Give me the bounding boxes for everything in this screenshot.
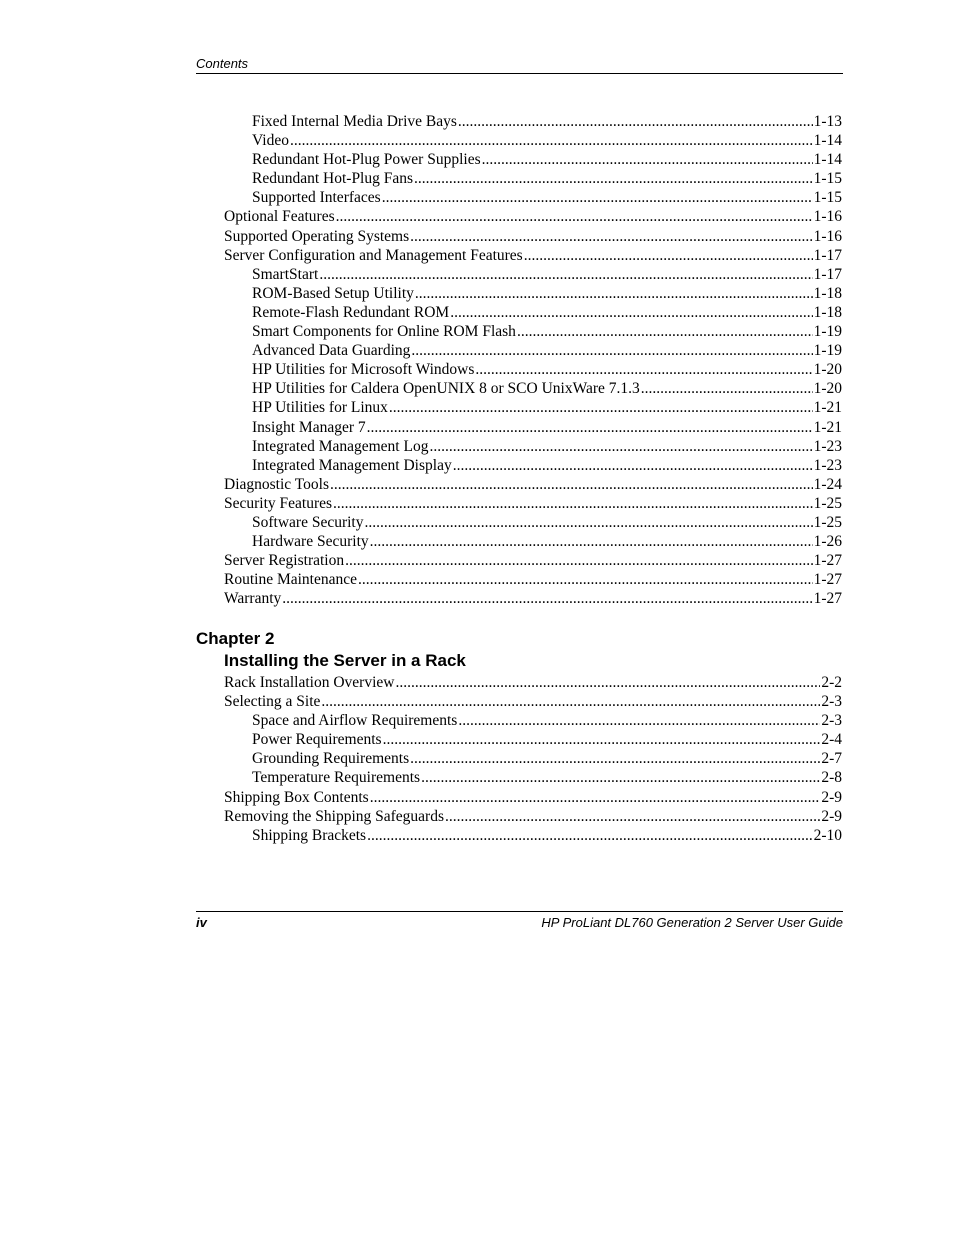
- toc-entry-title: SmartStart: [252, 265, 319, 283]
- toc-entry-page: 1-26: [813, 533, 842, 551]
- toc-entry-title: Removing the Shipping Safeguards: [224, 807, 444, 825]
- toc-entry[interactable]: [196, 398, 842, 417]
- toc-entry[interactable]: [196, 788, 842, 807]
- dot-leader: [321, 692, 820, 711]
- toc-entry[interactable]: [196, 227, 842, 246]
- toc-entry[interactable]: [196, 570, 842, 589]
- toc-entry-title: Smart Components for Online ROM Flash: [252, 323, 516, 341]
- toc-entry[interactable]: [196, 379, 842, 398]
- toc-entry-title: Diagnostic Tools: [224, 475, 329, 493]
- toc-entry-page: 2-2: [821, 674, 842, 691]
- toc-entry[interactable]: [196, 673, 842, 692]
- dot-leader: [370, 788, 821, 807]
- toc-entry-title: Routine Maintenance: [224, 571, 357, 589]
- toc-entry-title: HP Utilities for Linux: [252, 399, 388, 417]
- dot-leader: [395, 673, 820, 692]
- toc-entry-title: HP Utilities for Caldera OpenUNIX 8 or SCO UnixWare 7.1.3: [252, 380, 640, 398]
- dot-leader: [370, 532, 813, 551]
- dot-leader: [333, 494, 813, 513]
- toc-entry-title: Advanced Data Guarding: [252, 342, 411, 360]
- toc-entry-title: Temperature Requirements: [252, 769, 421, 787]
- toc-entry-page: 1-17: [813, 246, 842, 264]
- toc-entry-title: Grounding Requirements: [252, 750, 410, 768]
- toc-entry[interactable]: [196, 265, 842, 284]
- dot-leader: [290, 131, 813, 150]
- toc-entry-title: Video: [252, 132, 289, 150]
- toc-entry[interactable]: [196, 807, 842, 826]
- dot-leader: [517, 322, 813, 341]
- dot-leader: [524, 246, 813, 265]
- dot-leader: [415, 284, 813, 303]
- toc-entry-page: 1-15: [813, 170, 842, 188]
- toc-entry-page: 1-13: [813, 113, 842, 130]
- toc-entry[interactable]: [196, 749, 842, 768]
- dot-leader: [345, 551, 812, 570]
- toc-entry[interactable]: [196, 150, 842, 169]
- toc-entry-page: 2-10: [813, 826, 842, 844]
- toc-entry[interactable]: [196, 475, 842, 494]
- toc-entry[interactable]: [196, 284, 842, 303]
- toc-entry-title: Software Security: [252, 513, 364, 531]
- toc-entry-page: 1-21: [813, 418, 842, 436]
- toc-entry-page: 1-15: [813, 189, 842, 207]
- dot-leader: [282, 589, 812, 608]
- dot-leader: [482, 150, 813, 169]
- footer-book-title: HP ProLiant DL760 Generation 2 Server User Guide: [541, 915, 843, 930]
- footer-page-number: iv: [196, 915, 207, 930]
- toc-entry-page: 2-3: [821, 712, 842, 730]
- toc-entry[interactable]: [196, 322, 842, 341]
- toc-entry-page: 1-14: [813, 151, 842, 169]
- toc-entry[interactable]: [196, 494, 842, 513]
- toc-entry-title: Space and Airflow Requirements: [252, 712, 458, 730]
- toc-entry-title: Optional Features: [224, 208, 335, 226]
- toc-entry[interactable]: [196, 188, 842, 207]
- toc-entry-title: Selecting a Site: [224, 693, 321, 711]
- toc-entry-page: 1-20: [813, 380, 842, 398]
- toc-entry-title: Power Requirements: [252, 731, 382, 749]
- toc-entry-page: 1-27: [813, 571, 842, 589]
- toc-entry[interactable]: [196, 692, 842, 711]
- toc-entry-title: Rack Installation Overview: [224, 674, 395, 691]
- dot-leader: [410, 749, 820, 768]
- toc-entry-page: 1-18: [813, 303, 842, 321]
- toc-entry[interactable]: [196, 532, 842, 551]
- toc-entry-page: 1-23: [813, 437, 842, 455]
- toc-entry-page: 1-20: [813, 361, 842, 379]
- toc-entry-title: Integrated Management Display: [252, 456, 452, 474]
- toc-list-chapter2: [196, 673, 842, 845]
- toc-entry-page: 2-4: [821, 731, 842, 749]
- dot-leader: [458, 711, 820, 730]
- toc-entry-page: 2-9: [821, 788, 842, 806]
- dot-leader: [421, 768, 820, 787]
- header-section-label: Contents: [196, 56, 249, 71]
- toc-entry-page: 2-9: [821, 807, 842, 825]
- toc-entry-title: Supported Interfaces: [252, 189, 381, 207]
- toc-entry[interactable]: [196, 456, 842, 475]
- toc-entry-title: Remote-Flash Redundant ROM: [252, 303, 450, 321]
- toc-entry-title: Insight Manager 7: [252, 418, 366, 436]
- dot-leader: [410, 227, 812, 246]
- toc-entry[interactable]: [196, 303, 842, 322]
- dot-leader: [319, 265, 812, 284]
- toc-entry-title: Server Configuration and Management Features: [224, 246, 523, 264]
- dot-leader: [364, 513, 812, 532]
- toc-entry-title: Hardware Security: [252, 533, 369, 551]
- toc-entry-title: Redundant Hot-Plug Power Supplies: [252, 151, 481, 169]
- toc-entry-title: ROM-Based Setup Utility: [252, 284, 414, 302]
- toc-entry-title: HP Utilities for Microsoft Windows: [252, 361, 475, 379]
- toc-entry-page: 1-16: [813, 227, 842, 245]
- toc-entry-page: 1-18: [813, 284, 842, 302]
- toc-entry-page: 2-7: [821, 750, 842, 768]
- toc-entry[interactable]: [196, 551, 842, 570]
- toc-entry[interactable]: [196, 589, 842, 608]
- toc-entry[interactable]: [196, 826, 842, 845]
- dot-leader: [367, 826, 812, 845]
- toc-entry-page: 1-27: [813, 590, 842, 608]
- toc-entry-title: Redundant Hot-Plug Fans: [252, 170, 414, 188]
- toc-entry[interactable]: [196, 341, 842, 360]
- toc-entry-page: 1-17: [813, 265, 842, 283]
- toc-entry[interactable]: [196, 169, 842, 188]
- toc-entry-page: 1-27: [813, 552, 842, 570]
- dot-leader: [367, 418, 813, 437]
- toc-entry-page: 1-23: [813, 456, 842, 474]
- toc-entry-title: Supported Operating Systems: [224, 227, 410, 245]
- toc-entry[interactable]: [196, 131, 842, 150]
- toc-entry-title: Security Features: [224, 494, 333, 512]
- toc-entry[interactable]: [196, 768, 842, 787]
- toc-entry[interactable]: [196, 513, 842, 532]
- toc-entry-page: 2-3: [821, 693, 842, 711]
- toc-entry-title: Shipping Box Contents: [224, 788, 369, 806]
- toc-entry[interactable]: [196, 207, 842, 226]
- toc-entry-page: 1-25: [813, 494, 842, 512]
- dot-leader: [414, 169, 813, 188]
- dot-leader: [411, 341, 812, 360]
- dot-leader: [641, 379, 813, 398]
- toc-entry-title: Integrated Management Log: [252, 437, 429, 455]
- running-footer: [196, 911, 843, 931]
- dot-leader: [389, 398, 813, 417]
- dot-leader: [475, 360, 812, 379]
- toc-entry[interactable]: [196, 246, 842, 265]
- toc-entry-page: 1-25: [813, 513, 842, 531]
- dot-leader: [445, 807, 820, 826]
- toc-entry[interactable]: [196, 418, 842, 437]
- toc-entry-page: 1-19: [813, 342, 842, 360]
- dot-leader: [450, 303, 812, 322]
- toc-entry-page: 1-14: [813, 132, 842, 150]
- running-header: [196, 56, 843, 74]
- chapter-number: Chapter 2: [196, 629, 275, 648]
- dot-leader: [383, 730, 821, 749]
- toc-entry[interactable]: [196, 730, 842, 749]
- chapter-title[interactable]: Installing the Server in a Rack: [224, 651, 466, 670]
- dot-leader: [382, 188, 813, 207]
- toc-entry-title: Shipping Brackets: [252, 826, 367, 844]
- toc-entry-page: 1-19: [813, 323, 842, 341]
- dot-leader: [429, 437, 812, 456]
- toc-entry[interactable]: [196, 711, 842, 730]
- toc-entry-title: Server Registration: [224, 552, 345, 570]
- toc-list-chapter1: [196, 112, 842, 608]
- toc-entry-page: 1-16: [813, 208, 842, 226]
- toc-entry[interactable]: [196, 437, 842, 456]
- toc-entry-title: Fixed Internal Media Drive Bays: [252, 113, 457, 130]
- toc-entry-title: Warranty: [224, 590, 282, 608]
- toc-entry-page: 1-21: [813, 399, 842, 417]
- dot-leader: [458, 112, 813, 131]
- dot-leader: [453, 456, 813, 475]
- toc-entry-page: 1-24: [813, 475, 842, 493]
- dot-leader: [358, 570, 813, 589]
- toc-entry[interactable]: [196, 112, 842, 131]
- dot-leader: [330, 475, 813, 494]
- dot-leader: [336, 207, 813, 226]
- toc-entry[interactable]: [196, 360, 842, 379]
- toc-entry-page: 2-8: [821, 769, 842, 787]
